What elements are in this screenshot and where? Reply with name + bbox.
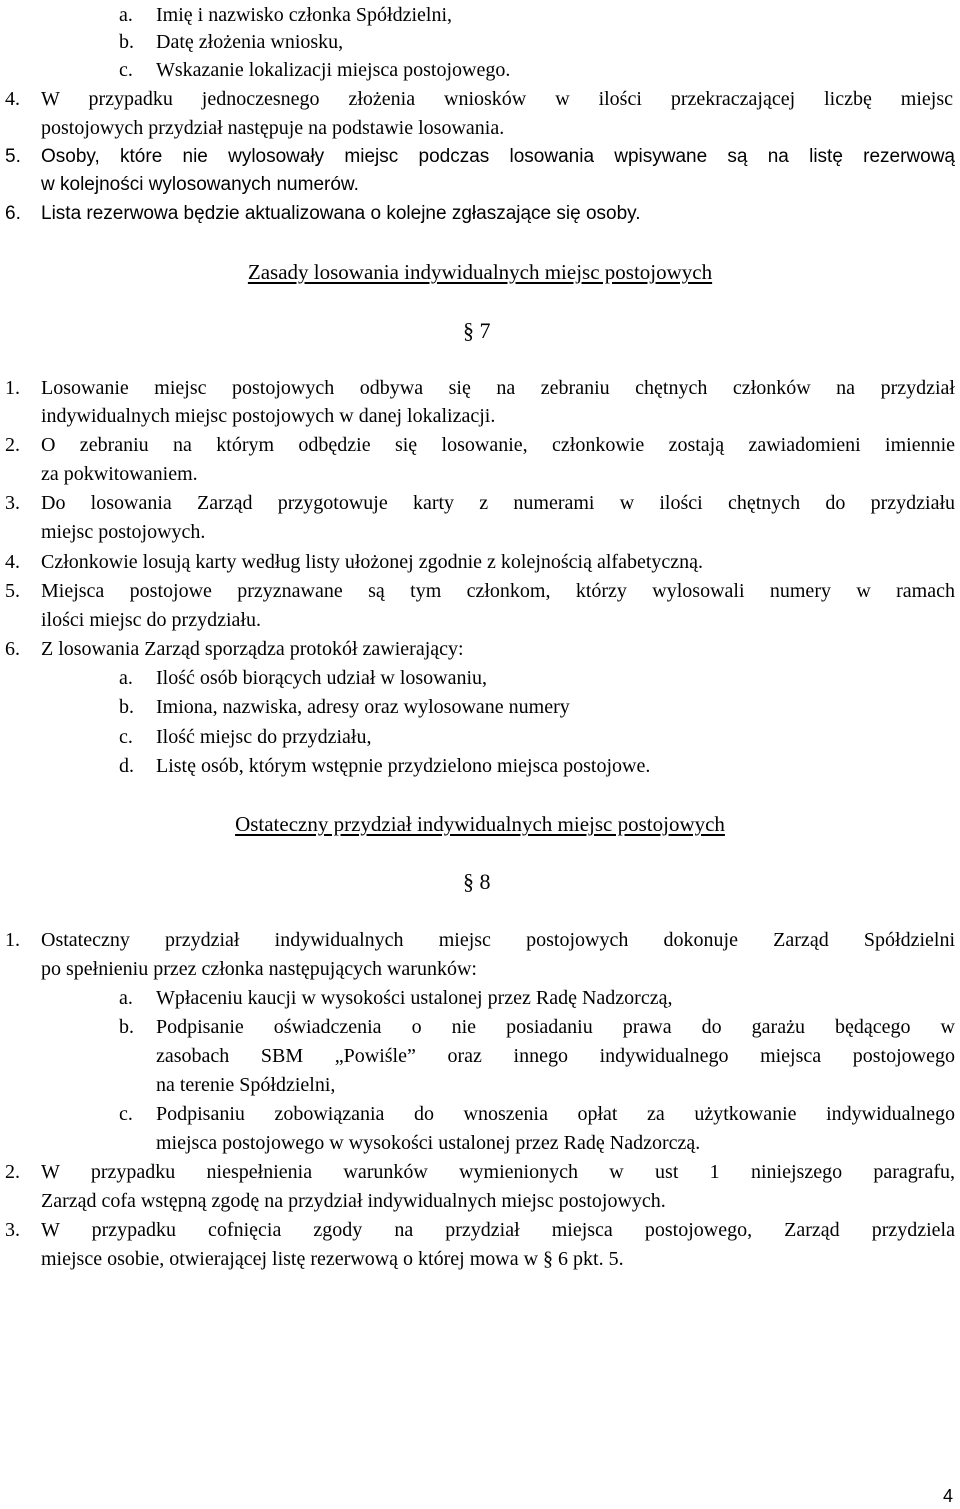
list-text: Wskazanie lokalizacji miejsca postojowego. — [156, 59, 511, 81]
list-item-continuation — [0, 954, 960, 984]
list-marker: a. — [119, 987, 133, 1009]
list-marker: c. — [119, 1103, 133, 1125]
list-text: Listę osób, którym wstępnie przydzielono miejsca postojowe. — [156, 755, 651, 777]
list-marker: 2. — [5, 1161, 20, 1183]
list-text-line: Zarząd cofa wstępną zgodę na przydział indywidualnych miejsc postojowych. — [41, 1190, 666, 1212]
sub-list-item — [0, 722, 960, 752]
list-item-continuation — [0, 517, 960, 547]
list-text-line: Podpisaniu zobowiązania do wnoszenia opłat za użytkowanie indywidualnego — [156, 1103, 955, 1125]
list-text-line: indywidualnych miejsc postojowych w danej lokalizacji. — [41, 405, 496, 427]
list-item — [0, 1157, 960, 1187]
list-item — [0, 55, 960, 85]
list-text-line: Podpisanie oświadczenia o nie posiadaniu prawa do garażu będącego w — [156, 1016, 955, 1038]
list-marker: 1. — [5, 929, 20, 951]
list-item — [0, 576, 960, 606]
list-item — [0, 84, 960, 114]
section-heading: Zasady losowania indywidualnych miejsc postojowych — [247, 260, 713, 284]
list-item-continuation — [0, 401, 960, 431]
sub-list-item-continuation — [0, 1070, 960, 1100]
list-text: Imię i nazwisko członka Spółdzielni, — [156, 4, 453, 26]
list-item-continuation — [0, 459, 960, 489]
list-text: Imiona, nazwiska, adresy oraz wylosowane numery — [156, 696, 570, 718]
sub-list-item — [0, 692, 960, 722]
list-marker: 2. — [5, 434, 20, 456]
list-text-line: O zebraniu na którym odbędzie się losowanie, członkowie zostają zawiadomieni imiennie — [41, 434, 955, 456]
list-marker: b. — [119, 696, 134, 718]
list-text-line: ilości miejsc do przydziału. — [41, 609, 261, 631]
list-text-line: W przypadku jednoczesnego złożenia wniosków w ilości przekraczającej liczbę miejsc — [41, 88, 953, 110]
list-marker: 6. — [5, 638, 20, 660]
paragraph-marker: § 7 — [463, 318, 491, 343]
list-item — [0, 373, 960, 403]
list-marker: 3. — [5, 1219, 20, 1241]
list-item — [0, 430, 960, 460]
list-text-line: miejsca postojowego w wysokości ustalonej przez Radę Nadzorczą. — [156, 1132, 701, 1154]
list-item-continuation — [0, 113, 960, 143]
list-marker: b. — [119, 31, 134, 53]
list-item — [0, 199, 960, 229]
list-item — [0, 634, 960, 664]
paragraph-marker: § 8 — [463, 869, 491, 894]
list-marker: d. — [119, 755, 134, 777]
sub-list-item — [0, 751, 960, 781]
sub-list-item — [0, 663, 960, 693]
list-text-line: W przypadku niespełnienia warunków wymienionych w ust 1 niniejszego paragrafu, — [41, 1161, 955, 1183]
list-marker: 5. — [5, 580, 20, 602]
list-text-line: Z losowania Zarząd sporządza protokół zawierający: — [41, 638, 464, 660]
list-text: Ilość miejsc do przydziału, — [156, 726, 372, 748]
list-marker: 3. — [5, 492, 20, 514]
list-text-line: po spełnieniu przez członka następujących warunków: — [41, 958, 477, 980]
list-text-line: za pokwitowaniem. — [41, 463, 198, 485]
list-item — [0, 925, 960, 955]
sub-list-item — [0, 983, 960, 1013]
section-heading: Ostateczny przydział indywidualnych miejsc postojowych — [235, 812, 725, 836]
list-item — [0, 488, 960, 518]
list-text-line: Ostateczny przydział indywidualnych miejsc postojowych dokonuje Zarząd Spółdzielni — [41, 929, 955, 951]
list-text-line: Miejsca postojowe przyznawane są tym członkom, którzy wylosowali numery w ramach — [41, 580, 955, 602]
list-item — [0, 142, 960, 172]
list-text-line: Członkowie losują karty według listy ułożonej zgodnie z kolejnością alfabetyczną. — [41, 551, 704, 573]
list-text-line: Lista rezerwowa będzie aktualizowana o kolejne zgłaszające się osoby. — [41, 203, 641, 224]
list-text-line: Osoby, które nie wylosowały miejsc podczas losowania wpisywane są na listę rezerwową — [41, 146, 955, 167]
list-marker: a. — [119, 4, 133, 26]
list-text-line: postojowych przydział następuje na podstawie losowania. — [41, 117, 505, 139]
sub-list-item-continuation — [0, 1041, 960, 1071]
list-marker: 1. — [5, 377, 20, 399]
list-marker: 5. — [5, 146, 21, 167]
list-item-continuation — [0, 1186, 960, 1216]
sub-list-item-continuation — [0, 1128, 960, 1158]
list-text-line: Do losowania Zarząd przygotowuje karty z numerami w ilości chętnych do przydziału — [41, 492, 955, 514]
list-marker: 4. — [5, 551, 20, 573]
list-marker: c. — [119, 726, 133, 748]
list-item-continuation — [0, 170, 960, 200]
page-number: 4 — [942, 1486, 953, 1506]
list-text-line: Wpłaceniu kaucji w wysokości ustalonej przez Radę Nadzorczą, — [156, 987, 673, 1009]
list-text-line: w kolejności wylosowanych numerów. — [41, 174, 359, 195]
list-text-line: W przypadku cofnięcia zgody na przydział miejsca postojowego, Zarząd przydziela — [41, 1219, 955, 1241]
list-item-continuation — [0, 605, 960, 635]
list-item-continuation — [0, 1244, 960, 1274]
list-text-line: Losowanie miejsc postojowych odbywa się na zebraniu chętnych członków na przydział — [41, 377, 955, 399]
list-item — [0, 1215, 960, 1245]
list-text: Datę złożenia wniosku, — [156, 31, 344, 53]
list-marker: a. — [119, 667, 133, 689]
list-text-line: miejsc postojowych. — [41, 521, 206, 543]
list-text-line: na terenie Spółdzielni, — [156, 1074, 336, 1096]
sub-list-item — [0, 1099, 960, 1129]
list-text-line: miejsce osobie, otwierającej listę rezerwową o której mowa w § 6 pkt. 5. — [41, 1248, 624, 1270]
list-marker: b. — [119, 1016, 134, 1038]
list-item — [0, 0, 960, 30]
sub-list-item — [0, 1012, 960, 1042]
list-text: Ilość osób biorących udział w losowaniu, — [156, 667, 488, 689]
list-marker: 4. — [5, 88, 20, 110]
list-marker: c. — [119, 59, 133, 81]
list-item — [0, 547, 960, 577]
list-marker: 6. — [5, 203, 21, 224]
list-text-line: zasobach SBM „Powiśle” oraz innego indywidualnego miejsca postojowego — [156, 1045, 955, 1067]
list-item — [0, 27, 960, 57]
